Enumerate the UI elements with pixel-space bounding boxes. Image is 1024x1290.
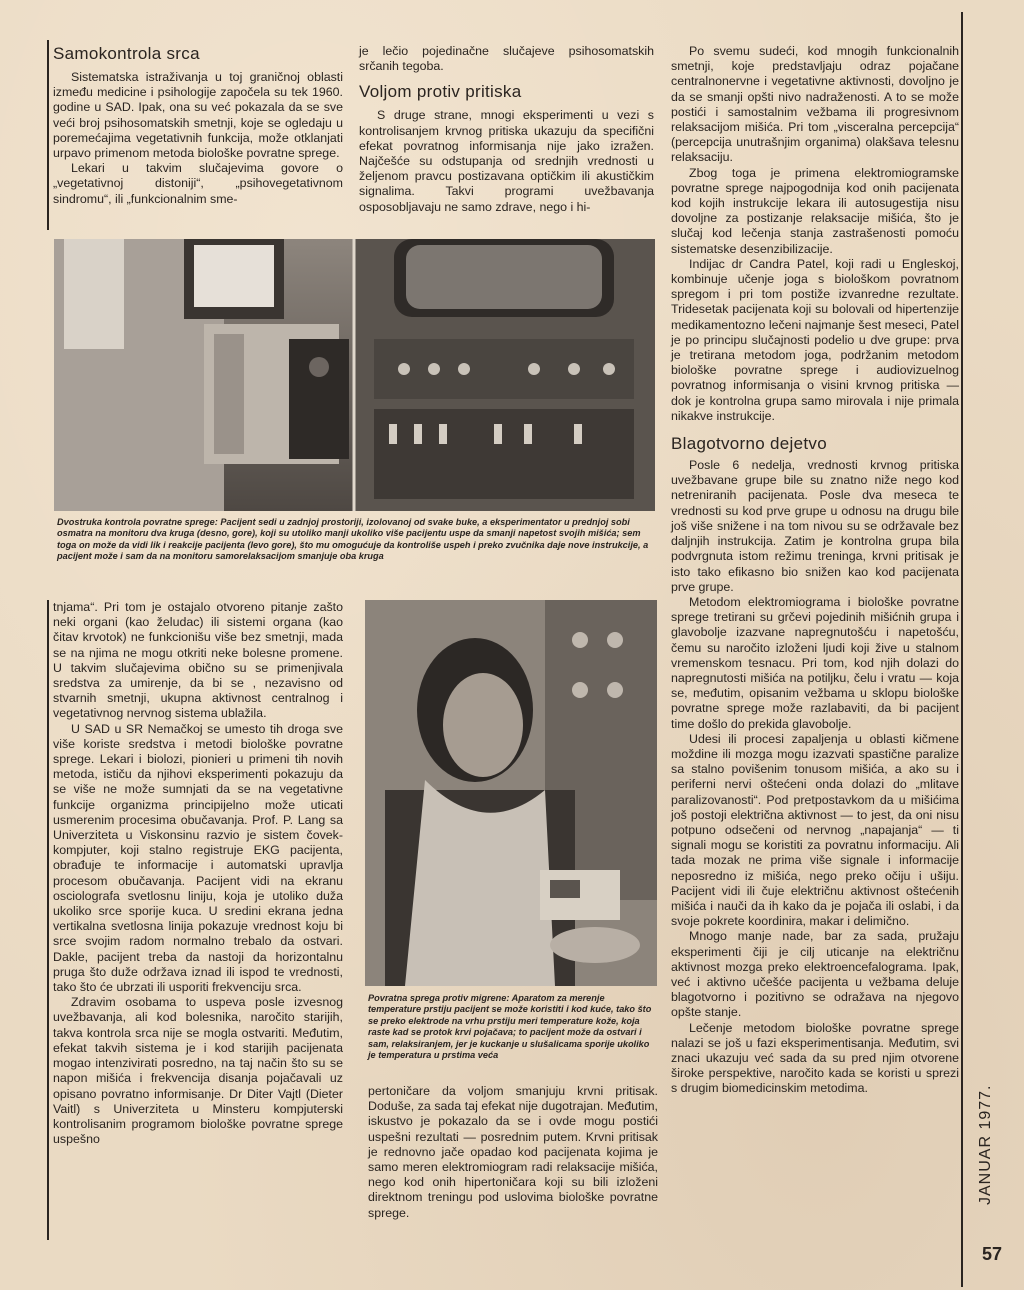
section-heading: Voljom protiv pritiska (359, 82, 522, 102)
paragraph: Zbog toga je primena elektromiogramske povratne sprege najpogodnija kod onih pacijenata kod kojih instrukcije lekara ili autosugestija nisu dovoljne za postizanje relaksacije mišića, što je slučaj kod lečenja stanja zastrašenosti pomoću sistematske desenzibilizacije. (671, 165, 959, 256)
paragraph: Lekari u takvim slučajevima govore o „vegetativnoj distoniji“, „psihovegetativnom sindromu“, ili „funkcionalnim sme- (53, 161, 343, 206)
issue-date-container (972, 1084, 1012, 1210)
page-number: 57 (982, 1244, 1003, 1264)
paragraph: tnjama“. Pri tom je ostajalo otvoreno pitanje zašto neki organi (kao želudac) ili sistemi organa (kao čitav krvotok) ne funkcionišu više bez smetnji, mada se na njima ne mogu otkriti neke bolesne promene. U takvim slučajevima obično su se primenjivala sredstva za umirenje, da bi se , nezavisno od stvarnih smetnji, ukupna aktivnost centralnog i vegetativnog nervnog sistema ublažila. (53, 600, 343, 721)
migraine-photo (365, 600, 657, 986)
section-heading: Blagotvorno dejetvo (671, 434, 827, 454)
section-heading: Samokontrola srca (53, 44, 200, 63)
margin-rule (961, 12, 963, 1287)
paragraph: Metodom elektromiograma i biološke povratne sprege tretirani su grčevi pojedinih mišićnih grupa i glavobolje izazvane napregnutošću i napetošću, čemu su naročito izloženi ljudi koji žive u stalnom vremenskom tesnacu. Pri tom, kod njih dolazi do napregnutosti mišića na potiljku, čelu i vratu — koja se, međutim, opisanim vežbama u sklopu biološke povratne sprege može razlabaviti, da bi pacijent time došlo do prekida glavobolje. (671, 594, 959, 731)
column-2-bottom (368, 1084, 658, 1221)
paragraph: Zdravim osobama to uspeva posle izvesnog uvežbavanja, ali kod bolesnika, naročito starijih, takva kontrola srca nije se mogla ostvariti. Međutim, efekat takvih sistema je i kod starijih pacijenata mogao intenzivirati posredno, na taj način što su se napon mišića i frekvencija disanja pojačavali uz opisano povratno informisanje. Dr Diter Vajtl (Dieter Vaitl) s Univerziteta u Minsteru kompjuterski kontrolisanim programom biološke povratne sprege uspešno (53, 995, 343, 1147)
paragraph: Posle 6 nedelja, vrednosti krvnog pritiska uvežbavane grupe bile su znatno niže nego kod netreniranih pacijenata. Posle dva meseca te vrednosti su kod prve grupe u odnosu na drugu bile još više snižene i na tom nivou su se održavale bez daljnjih instrukcija. Zatim je kontrolna grupa bila podvrgnuta istom režimu treninga, krvni pritisak je isto tako efikasno bio snižen kao kod pacijenata prve grupe. (671, 458, 959, 594)
paragraph: Mnogo manje nade, bar za sada, pružaju eksperimenti čiji je cilj uticanje na električnu aktivnost mozga preko elektroencefalograma. Ipak, već i aktivno učešće pacijenta u vežbama deluje blagotvorno i pozitivno se odražava na njegovo opšte stanje. (671, 929, 959, 1020)
issue-date: JANUAR 1977. (977, 1084, 994, 1205)
column-1-bottom (53, 600, 343, 1147)
migraine-photo-drawing (365, 600, 657, 986)
column-rule-left-lower (47, 600, 49, 1240)
paragraph: S druge strane, mnogi eksperimenti u vezi s kontrolisanjem krvnog pritiska ukazuju da specifični efekat povratnog informisanja nije jako izražen. Najčešće su odstupanja od srednjih vrednosti u željenom pravcu postizavana optičkim ili akustičkim signalima. Takvi programi uvežbavanja osposobljavaju ne samo zdrave, nego i hi- (359, 108, 654, 214)
lab-photo-drawing (54, 239, 655, 511)
paragraph: Indijac dr Candra Patel, koji radi u Engleskoj, kombinuje učenje joga s biološkom povratnom spregom i pri tom postiže izvanredne rezultate. Tridesetak pacijenata koji su bolovali od hipertenzije medikamentozno lečeni najmanje šest meseci, Patel je po principu slučajnosti podelio u dve grupe: prva je tretirana metodom joga, podržanim metodom biološke povratne sprege i audiovizuelnog povratnog informisanja o visini krvnog pritiska — dok je kontrolna grupa samo mirovala i nije primala nikakve instrukcije. (671, 256, 959, 423)
column-2-top (359, 44, 654, 215)
paragraph: Sistematska istraživanja u toj graničnoj oblasti između medicine i psihologije započela su tek 1960. godine u SAD. Ipak, ona su već pokazala da se sve veći broj psihosomatskih smetnji, koje se ogledaju u poremećajima vegetativnih funkcija, može otklanjati urpavo primenom metoda biološke povratne sprege. (53, 70, 343, 161)
paragraph: Po svemu sudeći, kod mnogih funkcionalnih smetnji, koje predstavljaju odraz pojačane centralnonervne i vegetativne aktivnosti, dovoljno je da se smanji opšti nivo nadraženosti. A to se može postići i samostalnim vežbama ili progresivnom relaksacijom mišića. Pri tom „visceralna percepcija“ (percepcija unutrašnjim organima) olakšava telesnu relaksaciju. (671, 44, 959, 165)
column-3 (671, 44, 959, 1097)
paragraph: je lečio pojedinačne slučajeve psihosomatskih srčanih tegoba. (359, 44, 654, 74)
column-1-top (53, 44, 343, 207)
paragraph: U SAD u SR Nemačkoj se umesto tih droga sve više koriste sredstva i metodi biološke povratne sprege. Lekari i biolozi, pionieri u primeni tih novih metoda, ističu da njihovi eksperimenti pokazuju da se više ne može sumnjati da se na vegetativne funkcije organizma principijelno može uticati usmerenim procesima obučavanja. Prof. P. Lang sa Univerziteta u Viskonsinu razvio je sistem čovek-kompjuter, koji stalno registruje EKG pacijenta, obrađuje te informacije i automatski upravlja procesom obučavanja. Pacijent vidi na ekranu osciolografa svetlosnu liniju, koja je utoliko duža ukoliko srce sporije kuca. U sredini ekrana jedna vertikalna svetlosna linija pokazuje vrednost koju bi srce svojim radom normalno trebalo da ostvari. Dakle, pacijent treba da nastoji da horizontalnu pruga što duže održava iznad ili ispod te vrednosti, tako što će ubrzati ili usporiti frekvenciju srca. (53, 721, 343, 995)
photo-caption: Dvostruka kontrola povratne sprege: Pacijent sedi u zadnjoj prostoriji, izolovanoj od svake buke, a eksperimentator u prednjoj sobi osmatra na monitoru dva kruga (desno, gore), koji su utoliko manji ukoliko više pacijentu uspe da smanji napetost svojih mišića; sem toga on može da vidi lik i reakcije pacijenta (levo gore), što mu omogućuje da kontroliše uspeh i preko zvučnika daje nove instrukcije, a pacijent može i sam da na monitoru samorelaksacijom smanjuje oba kruga (57, 517, 649, 562)
paragraph: pertoničare da voljom smanjuju krvni pritisak. Doduše, za sada taj efekat nije dugotrajan. Međutim, iskustvo je pokazalo da se i ovde mogu postići uspešni rezultati — posrednim putem. Krvni pritisak je rednovno jače opadao kod pacijenata kojima je samo meren elektromiogram radi relaksacije mišića, nego kod onih hipertoničara koji su bili izloženi direktnom treningu pod uslovima biološke povratne sprege. (368, 1084, 658, 1220)
paragraph: Lečenje metodom biološke povratne sprege nalazi se još u fazi eksperimentisanja. Međutim, svi znaci ukazuju već sada da su pred njim otvorene široke perspektive, naročito kada se koristi u sprezi s drugim biomedicinskim metodima. (671, 1020, 959, 1096)
lab-photo (54, 239, 655, 511)
photo-caption: Povratna sprega protiv migrene: Aparatom za merenje temperature prstiju pacijent se može koristiti i kod kuće, tako što se preko elektrode na vrhu prstiju meri temperature kože, koja raste kad se protok krvi pojačava; to pacijent može da ostvari i sam, relaksiranjem, jer je kuckanje u slušalicama sporije ukoliko je temperatura u prstima veća (368, 993, 652, 1061)
column-rule-left (47, 40, 49, 230)
paragraph: Udesi ili procesi zapaljenja u oblasti kičmene moždine ili mozga mogu izazvati spastične paralize sa stalno povišenim tonusom mišića, a ako su i periferni nervi oštećeni onda dolazi do „mlitave paralizovanosti“. Pod pretpostavkom da u mišićima još postoji električna aktivnost — to jest, da oni nisu potpuno odsečeni od nervnog „napajanja“ — ti signali mogu se koristiti za povratnu informaciju. Ali tada mozak ne prima više signale i informacije neposredno iz mišića, nego preko očiju i ušiju. Pacijent vidi ili čuje električnu aktivnost oštećenih mišića i nauči da ih kako da je pojača ili oslabi, i da svoje pokrete koordinira, makar i delimično. (671, 731, 959, 929)
